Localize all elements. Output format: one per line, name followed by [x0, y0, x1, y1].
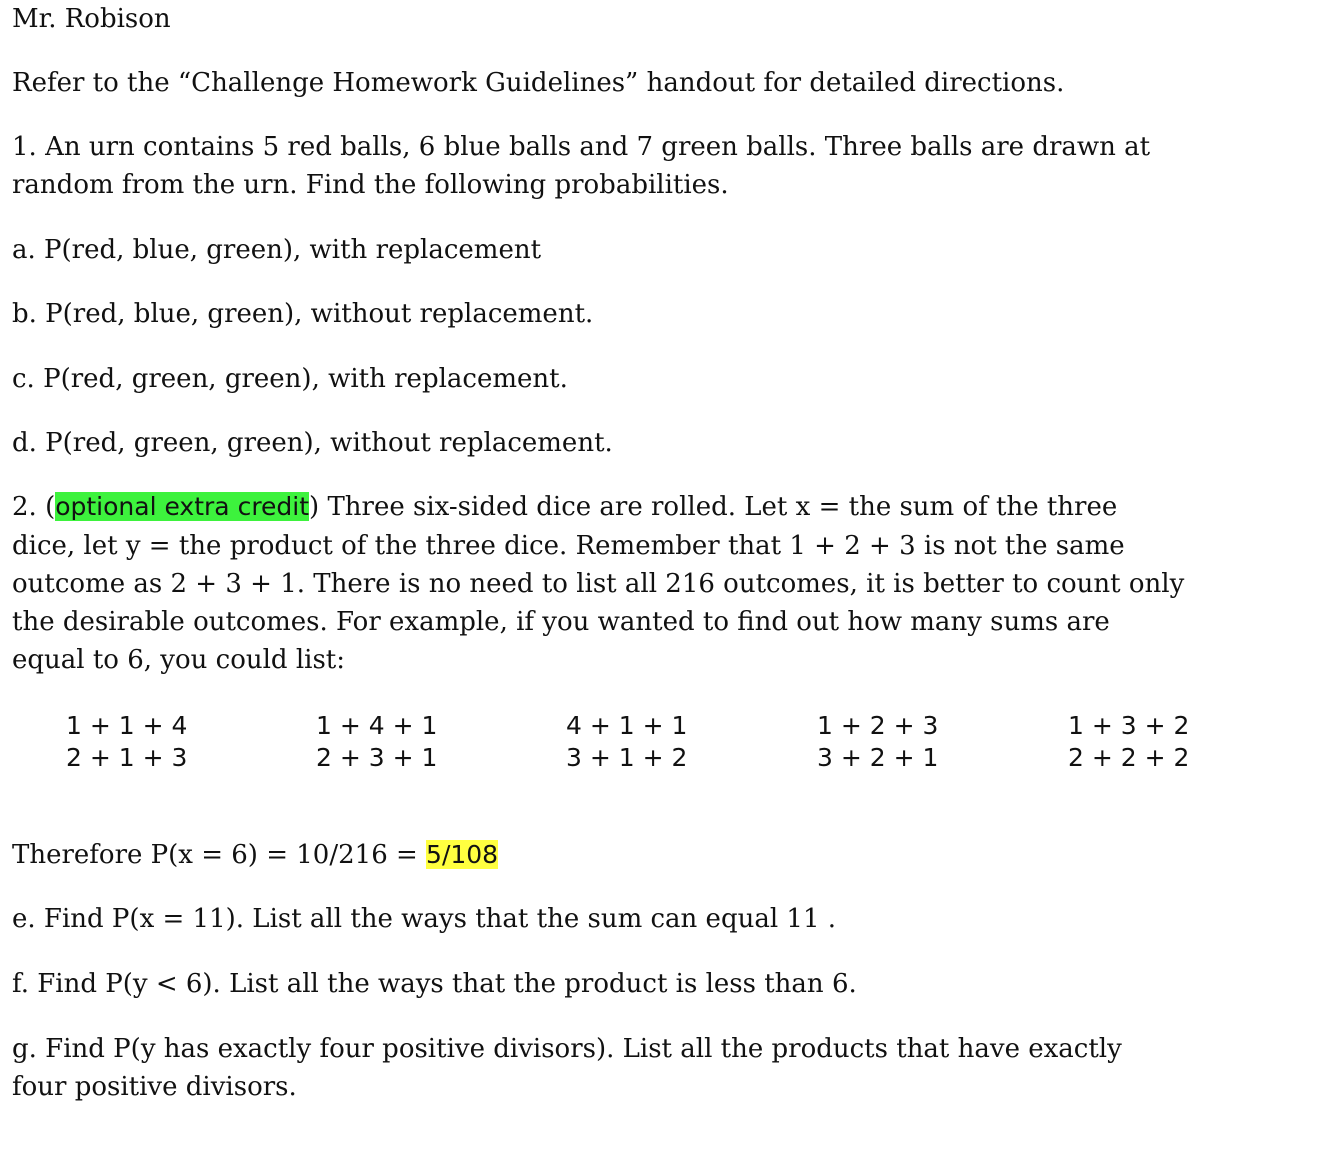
- therefore-text: Therefore P(x = 6) = 10/216 =: [12, 840, 427, 870]
- question-2-line-2: dice, let y = the product of the three dice. Remember that 1 + 2 + 3 is not the same: [12, 531, 1125, 561]
- question-2-line-1-rest: ) Three six-sided dice are rolled. Let x = the sum of the three: [309, 492, 1118, 522]
- question-1a: a. P(red, blue, green), with replacement: [12, 235, 542, 265]
- question-1-line-2: random from the urn. Find the following probabilities.: [12, 170, 729, 200]
- outcome-cell: 1 + 1 + 4: [66, 711, 188, 740]
- question-2-prefix: 2. (: [12, 492, 56, 522]
- outcomes-grid: [0, 704, 1336, 784]
- question-2e: e. Find P(x = 11). List all the ways that the sum can equal 11 .: [12, 904, 837, 934]
- therefore-line: [12, 836, 498, 874]
- question-2-line-5: equal to 6, you could list:: [12, 645, 346, 675]
- outcome-cell: 2 + 3 + 1: [316, 743, 438, 772]
- question-2g-line-2: four positive divisors.: [12, 1072, 297, 1102]
- question-2g-line-1: g. Find P(y has exactly four positive divisors). List all the products that have exactly: [12, 1034, 1122, 1064]
- outcome-cell: 1 + 4 + 1: [316, 711, 438, 740]
- outcome-cell: 1 + 3 + 2: [1068, 711, 1190, 740]
- question-1-line-1: 1. An urn contains 5 red balls, 6 blue balls and 7 green balls. Three balls are drawn at: [12, 132, 1151, 162]
- teacher-name: Mr. Robison: [12, 4, 171, 34]
- intro-text: Refer to the “Challenge Homework Guidelines” handout for detailed directions.: [12, 68, 1065, 98]
- question-1b: b. P(red, blue, green), without replacement.: [12, 299, 594, 329]
- outcome-cell: 2 + 2 + 2: [1068, 743, 1190, 772]
- outcome-cell: 3 + 2 + 1: [817, 743, 939, 772]
- outcome-cell: 2 + 1 + 3: [66, 743, 188, 772]
- outcome-cell: 3 + 1 + 2: [566, 743, 688, 772]
- question-1d: d. P(red, green, green), without replacement.: [12, 428, 613, 458]
- question-2-line-1: [12, 488, 1117, 526]
- outcome-cell: 4 + 1 + 1: [566, 711, 688, 740]
- question-2f: f. Find P(y < 6). List all the ways that the product is less than 6.: [12, 969, 857, 999]
- extra-credit-highlight: optional extra credit: [55, 492, 310, 521]
- question-1c: c. P(red, green, green), with replacement.: [12, 364, 568, 394]
- question-2-line-3: outcome as 2 + 3 + 1. There is no need to list all 216 outcomes, it is better to count only: [12, 569, 1185, 599]
- answer-highlight: 5/108: [426, 840, 499, 869]
- question-2-line-4: the desirable outcomes. For example, if you wanted to find out how many sums are: [12, 607, 1110, 637]
- outcome-cell: 1 + 2 + 3: [817, 711, 939, 740]
